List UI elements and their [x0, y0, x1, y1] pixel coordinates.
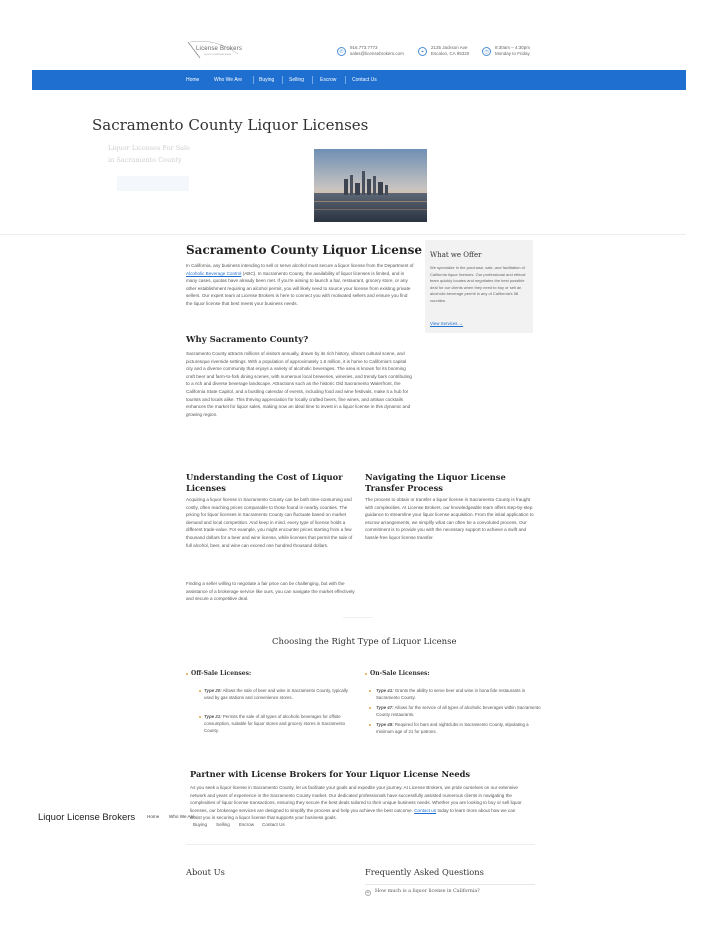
hours-line-1: 8:30am – 4:30pm — [495, 45, 531, 50]
hero-button[interactable] — [117, 176, 189, 191]
type-48-label: Type 48: — [376, 722, 394, 727]
about-heading: About Us — [186, 867, 225, 877]
nav-contact-us[interactable]: Contact Us — [352, 77, 377, 83]
off-sale-type-21 — [204, 713, 354, 735]
section-divider — [0, 234, 686, 235]
abc-link[interactable]: Alcoholic Beverage Control — [186, 270, 242, 276]
footer-divider — [186, 844, 535, 845]
page-title: Sacramento County Liquor Licenses — [92, 116, 369, 134]
phone-number[interactable]: 916.773.7773 — [350, 45, 378, 50]
location-icon: ⌖ — [418, 47, 427, 56]
main-heading: Sacramento County Liquor License — [186, 243, 422, 257]
off-sale-heading: Off-Sale Licenses: — [191, 670, 252, 677]
footer-nav-escrow[interactable]: Escrow — [239, 822, 255, 827]
off-sale-type-20 — [204, 687, 354, 701]
nav-home[interactable]: Home — [186, 77, 200, 83]
footer-brand[interactable]: Liquor License Brokers — [38, 812, 136, 823]
hero-subtitle-line-2: in Sacramento County — [108, 156, 182, 164]
center-divider — [343, 617, 373, 618]
on-sale-type-48 — [376, 721, 541, 735]
main-intro — [186, 262, 414, 308]
type-21-text: Permits the sale of all types of alcoholic beverages for offsite consumption, suitable for liquor stores and grocery stores in Sacramento County. — [204, 714, 346, 734]
type-47-text: Allows for the service of all types of alcoholic beverages within Sacramento County restaurants. — [376, 705, 541, 718]
nav-divider — [253, 76, 254, 84]
nav-divider — [312, 76, 313, 84]
faq-divider — [365, 884, 535, 885]
nav-selling[interactable]: Selling — [289, 77, 305, 83]
type-41-text: Grants the ability to serve beer and wine in bona fide restaurants in Sacramento County. — [376, 688, 526, 701]
address-line-1: 2135 Jackson Ave — [431, 45, 468, 50]
contact-address — [418, 44, 480, 60]
logo-text: License Brokers — [196, 46, 243, 52]
bullet-icon — [186, 673, 188, 675]
cost-paragraph-1: Acquiring a liquor license in Sacramento County can be both time-consuming and costly, often reaching prices comparable to those found in nearby counties. The pricing for liquor licenses in Sacramento County can fluctuate based on market demand and local competition. And keep in mind, every type of license holds a different trade-value. For example, you might encounter prices starting from a few thousand dollars for a beer and wine license, while licenses that permit the sale of full alcohol, beer, and wine can exceed one hundred thousand dollars. — [186, 497, 353, 548]
footer-nav-contact-us[interactable]: Contact Us — [262, 822, 285, 827]
nav-divider — [282, 76, 283, 84]
type-21-label: Type 21: — [204, 714, 222, 719]
address-line-2: Escalon, CA 95320 — [431, 51, 470, 56]
contact-us-link[interactable]: Contact us — [414, 807, 437, 813]
hours-line-2: Monday to Friday — [495, 51, 530, 56]
email-address[interactable]: sales@licensebrokers.com — [350, 51, 404, 56]
faq-heading: Frequently Asked Questions — [365, 867, 484, 877]
on-sale-heading: On-Sale Licenses: — [370, 670, 430, 677]
sidebar-text: We specialize in the purchase, sale, and facilitation of California liquor licenses. Our professional and ethical team quickly locates and negotiates the best possible deal for our clients when they need to buy or sell an alcoholic beverage permit in any of California's 58 counties. — [430, 265, 526, 303]
contact-phone-email — [337, 44, 417, 60]
bullet-icon — [199, 716, 201, 718]
offer-sidebar — [425, 240, 533, 333]
type-20-label: Type 20: — [204, 688, 222, 693]
faq-item[interactable] — [365, 889, 535, 899]
transfer-heading: Navigating the Liquor License Transfer Process — [365, 472, 506, 493]
bullet-icon — [199, 690, 201, 692]
type-41-label: Type 41: — [376, 688, 394, 693]
hero-city-image — [314, 149, 427, 222]
bullet-icon — [369, 690, 371, 692]
on-sale-type-41 — [376, 687, 541, 701]
plus-icon: + — [366, 890, 370, 896]
view-services-link[interactable]: View Services → — [430, 321, 464, 326]
contact-hours — [482, 44, 542, 60]
phone-icon: ✆ — [337, 47, 346, 56]
sidebar-title: What we Offer — [430, 251, 482, 259]
nav-escrow[interactable]: Escrow — [320, 77, 337, 83]
type-48-text: Required for bars and nightclubs in Sacramento County, stipulating a minimum age of 21 for patrons. — [376, 722, 529, 735]
site-logo[interactable] — [186, 40, 242, 60]
partner-text — [190, 784, 522, 822]
footer-nav-who-we-are[interactable]: Who We Are — [169, 814, 195, 819]
clock-icon: ◷ — [482, 47, 491, 56]
type-20-text: Allows the sale of beer and wine in Sacramento County, typically used by gas stations and convenience stores. — [204, 688, 348, 701]
cost-heading: Understanding the Cost of Liquor Licenses — [186, 472, 343, 493]
partner-text-end: today to learn more about how we can assist you in securing a liquor license that supports your business goals. — [190, 807, 516, 821]
footer-nav-home[interactable]: Home — [147, 814, 160, 819]
types-heading: Choosing the Right Type of Liquor License — [272, 637, 457, 647]
bullet-icon — [365, 673, 367, 675]
main-intro-text-2: (ABC). In Sacramento County, the availability of liquor licenses is limited, and in many cases, quotas have already been met. If you're aiming to launch a bar, restaurant, grocery store, or any other establishment requiring an alcohol permit, you will likely need to source your license from existing private sellers. Our expert team at License Brokers is here to connect you with motivated sellers and ensure you find the liquor license that best meets your business needs. — [186, 270, 411, 306]
faq-question[interactable]: How much is a liquor license in California? — [375, 889, 480, 894]
nav-divider — [345, 76, 346, 84]
on-sale-type-47 — [376, 704, 541, 718]
partner-heading: Partner with License Brokers for Your Liquor License Needs — [190, 769, 471, 779]
main-intro-text: In California, any business intending to sell or serve alcohol must secure a liquor license from the Department of — [186, 263, 414, 268]
hero-subtitle — [108, 142, 190, 166]
transfer-paragraph: The process to obtain or transfer a liquor license in Sacramento County is fraught with complexities. At License Brokers, our knowledgeable team offers step-by-step guidance to streamline your liquor license acquisition. From the initial application to escrow arrangements, we simplify what can often be a convoluted process. Our commitment is to provide you with the necessary support to achieve a swift and hassle-free liquor license transfer. — [365, 497, 534, 540]
footer-nav-buying[interactable]: Buying — [193, 822, 208, 827]
why-text: Sacramento County attracts millions of visitors annually, drawn by its rich history, vibrant cultural scene, and picturesque riverside settings. With a population of approximately 1.6 million, it is home to California's capital city and a diverse community that enjoys a variety of alcoholic beverages. The area is known for its booming craft beer and farm-to-fork dining scenes, with numerous local breweries, wineries, and trendy bars contributing to a rich and diverse beverage landscape. Attractions such as the historic Old Sacramento Waterfront, the California State Capitol, and a bustling calendar of events, including food and wine festivals, make it a hub for tourists and locals alike. This thriving appreciation for locally crafted beers, fine wines, and artisan cocktails enhances the market for liquor sales, making now an ideal time to invest in a liquor license in this dynamic and growing region. — [186, 351, 412, 417]
footer-nav-selling[interactable]: Selling — [216, 822, 230, 827]
main-nav — [32, 70, 686, 90]
why-heading: Why Sacramento County? — [186, 335, 309, 345]
bullet-icon — [369, 724, 371, 726]
hero-subtitle-line-1: Liquor Licenses For Sale — [108, 144, 190, 152]
type-47-label: Type 47: — [376, 705, 394, 710]
bullet-icon — [369, 707, 371, 709]
nav-who-we-are[interactable]: Who We Are — [214, 77, 242, 83]
nav-buying[interactable]: Buying — [259, 77, 275, 83]
logo-tagline: LIQUOR LICENSE BROKERS — [204, 54, 232, 56]
partner-text-body: As you seek a liquor license in Sacramento County, let us facilitate your goals and expedite your journey. At License Brokers, we pride ourselves on our extensive network and years of experience in the Sacramento County market. Our dedicated professionals have successfully assisted numerous clients in navigating the complexities of liquor license transactions, ensuring they secure the best deals tailored to their unique business needs. Whether you are looking to buy or sell liquor licenses, our brokerage services are designed to simplify the process and help you achieve the best outcome. — [190, 785, 522, 813]
cost-paragraph-2: Finding a seller willing to negotiate a fair price can be challenging, but with the assistance of a brokerage service like ours, you can navigate the market effectively and secure a competitive deal. — [186, 581, 355, 602]
